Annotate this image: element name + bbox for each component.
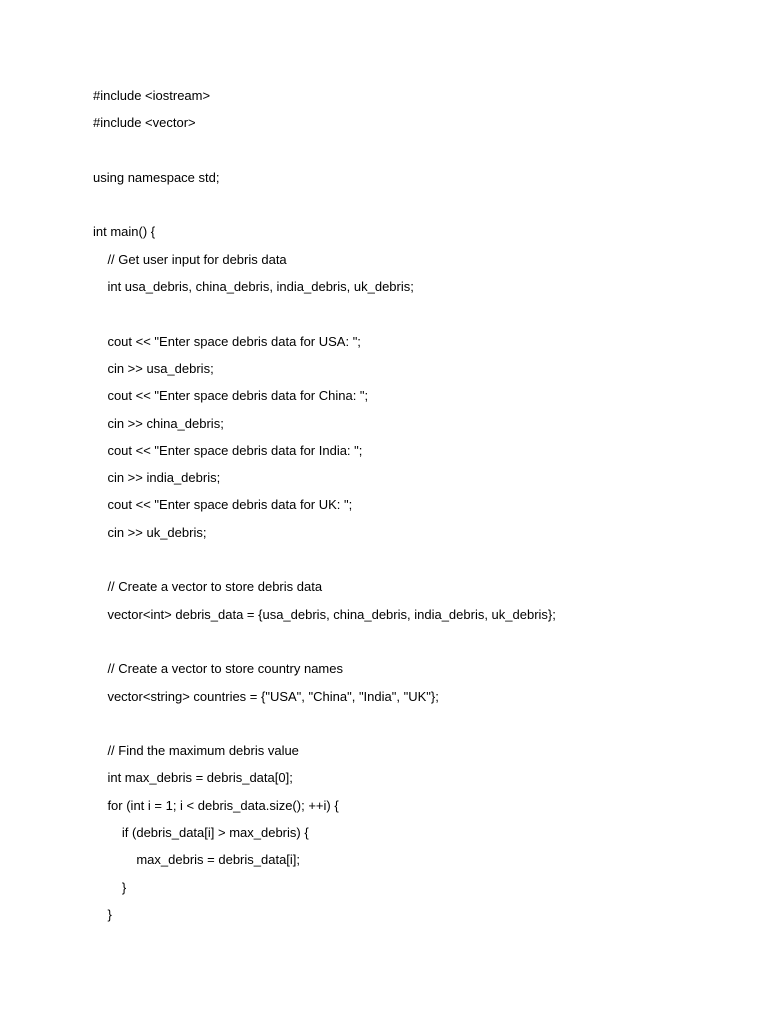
code-line: cin >> china_debris; bbox=[93, 415, 224, 431]
code-line: // Create a vector to store country names bbox=[93, 661, 343, 677]
code-line: using namespace std; bbox=[93, 169, 220, 185]
code-line: for (int i = 1; i < debris_data.size(); ++i) { bbox=[93, 797, 339, 813]
code-line: cin >> usa_debris; bbox=[93, 360, 214, 376]
code-line: cout << "Enter space debris data for USA: "; bbox=[93, 333, 361, 349]
code-line: vector<string> countries = {"USA", "China", "India", "UK"}; bbox=[93, 688, 439, 704]
code-line: cin >> india_debris; bbox=[93, 470, 221, 486]
code-line: cout << "Enter space debris data for UK: "; bbox=[93, 497, 353, 513]
code-line: int main() { bbox=[93, 224, 156, 240]
code-line: // Get user input for debris data bbox=[93, 251, 287, 267]
blank-line bbox=[93, 195, 733, 222]
code-line: // Find the maximum debris value bbox=[93, 743, 299, 759]
code-line: int max_debris = debris_data[0]; bbox=[93, 770, 293, 786]
code-line: cout << "Enter space debris data for India: "; bbox=[93, 442, 363, 458]
blank-line bbox=[93, 304, 733, 331]
code-line: cin >> uk_debris; bbox=[93, 524, 207, 540]
code-line: #include <iostream> bbox=[93, 88, 211, 103]
code-line: vector<int> debris_data = {usa_debris, china_debris, india_debris, uk_debris}; bbox=[93, 606, 556, 622]
code-line: #include <vector> bbox=[93, 115, 196, 131]
blank-line bbox=[93, 632, 733, 659]
blank-line bbox=[93, 141, 733, 168]
code-listing bbox=[93, 86, 733, 932]
code-line: } bbox=[93, 879, 127, 895]
code-line: } bbox=[93, 906, 112, 922]
code-line: int usa_debris, china_debris, india_debris, uk_debris; bbox=[93, 279, 414, 295]
code-line: cout << "Enter space debris data for China: "; bbox=[93, 388, 369, 404]
code-line: if (debris_data[i] > max_debris) { bbox=[93, 825, 309, 841]
blank-line bbox=[93, 714, 733, 741]
code-line: // Create a vector to store debris data bbox=[93, 579, 323, 595]
blank-line bbox=[93, 550, 733, 577]
code-line: max_debris = debris_data[i]; bbox=[93, 852, 301, 868]
